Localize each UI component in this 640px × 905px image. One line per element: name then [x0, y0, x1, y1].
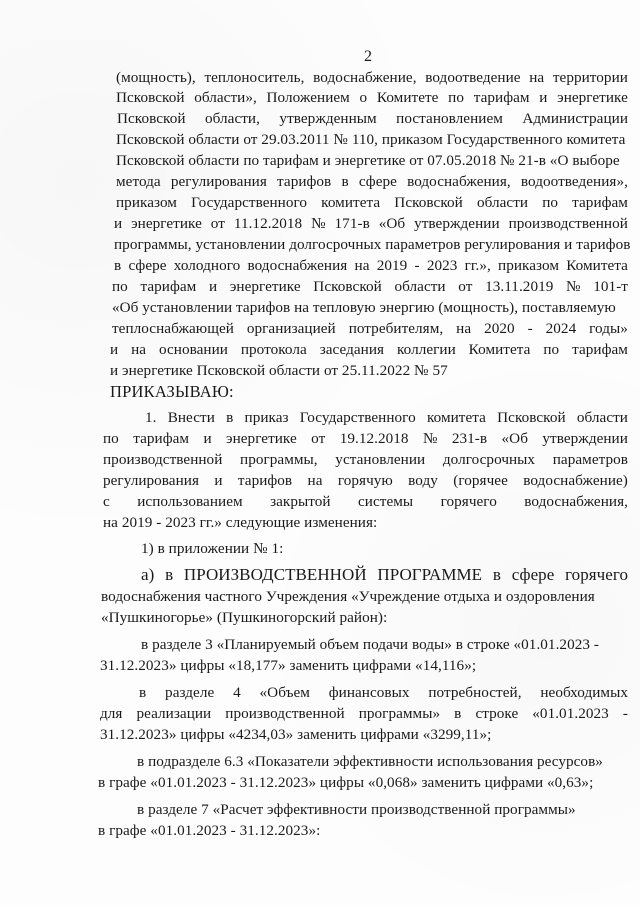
text-line: с использованием закрытой системы горячего водоснабжения,: [103, 493, 628, 510]
text-line: в разделе 7 «Расчет эффективности производственной программы»: [137, 801, 576, 818]
page-number: 2: [364, 48, 372, 65]
prikazyvayu-heading: ПРИКАЗЫВАЮ:: [110, 382, 234, 401]
text-line: «Об установлении тарифов на тепловую энергию (мощность), поставляемую: [112, 299, 616, 316]
text-line: и энергетике Псковской области от 25.11.2022 № 57: [110, 362, 448, 379]
text-line: водоснабжения частного Учреждения «Учреждение отдыха и оздоровления: [101, 588, 595, 605]
text-line: метода регулирования тарифов в сфере водоснабжения, водоотведения»,: [116, 173, 628, 190]
text-line: а) в ПРОИЗВОДСТВЕННОЙ ПРОГРАММЕ в сфере горячего: [141, 565, 628, 584]
text-line: в разделе 4 «Объем финансовых потребностей, необходимых: [139, 684, 628, 701]
text-line: и на основании протокола заседания коллегии Комитета по тарифам: [110, 341, 628, 358]
text-line: регулирования и тарифов на горячую воду (горячее водоснабжение): [103, 472, 628, 489]
text-line: Псковской области», Положением о Комитете по тарифам и энергетике: [116, 89, 628, 106]
text-line: 1. Внести в приказ Государственного комитета Псковской области: [145, 409, 628, 426]
text-line: Псковской области от 29.03.2011 № 110, приказом Государственного комитета: [116, 131, 626, 148]
text-line: программы, установлении долгосрочных параметров регулирования и тарифов: [114, 236, 631, 253]
text-line: в сфере холодного водоснабжения на 2019 - 2023 гг.», приказом Комитета: [114, 257, 628, 274]
text-line: Псковской области по тарифам и энергетике от 07.05.2018 № 21-в «О выборе: [116, 152, 620, 169]
text-line: 31.12.2023» цифры «4234,03» заменить цифрами «3299,11»;: [100, 726, 492, 743]
text-line: приказом Государственного комитета Псковской области по тарифам: [116, 194, 628, 211]
text-line: в подразделе 6.3 «Показатели эффективности использования ресурсов»: [137, 753, 603, 770]
text-line: в графе «01.01.2023 - 31.12.2023» цифры «0,068» заменить цифрами «0,63»;: [98, 774, 594, 791]
text-line: в разделе 3 «Планируемый объем подачи воды» в строке «01.01.2023 -: [141, 636, 599, 653]
text-line: по тарифам и энергетике Псковской области от 13.11.2019 № 101-т: [112, 278, 628, 295]
text-line: производственной программы, установлении долгосрочных параметров: [103, 451, 628, 468]
text-line: 31.12.2023» цифры «18,177» заменить цифрами «14,116»;: [100, 657, 477, 674]
text-line: (мощность), теплоноситель, водоснабжение, водоотведение на территории: [116, 69, 628, 86]
text-line: для реализации производственной программы» в строке «01.01.2023 -: [100, 705, 628, 722]
text-line: теплоснабжающей организацией потребителям, на 2020 - 2024 годы»: [112, 320, 628, 337]
text-line: 1) в приложении № 1:: [141, 540, 284, 557]
text-line: Псковской области, утвержденным постановлением Администрации: [117, 110, 628, 127]
text-line: на 2019 - 2023 гг.» следующие изменения:: [103, 514, 378, 531]
text-line: в графе «01.01.2023 - 31.12.2023»:: [98, 822, 321, 839]
text-line: «Пушкиногорье» (Пушкиногорский район):: [101, 609, 388, 626]
text-line: и энергетике от 11.12.2018 № 171-в «Об утверждении производственной: [114, 215, 628, 232]
text-line: по тарифам и энергетике от 19.12.2018 № 231-в «Об утверждении: [103, 430, 628, 447]
